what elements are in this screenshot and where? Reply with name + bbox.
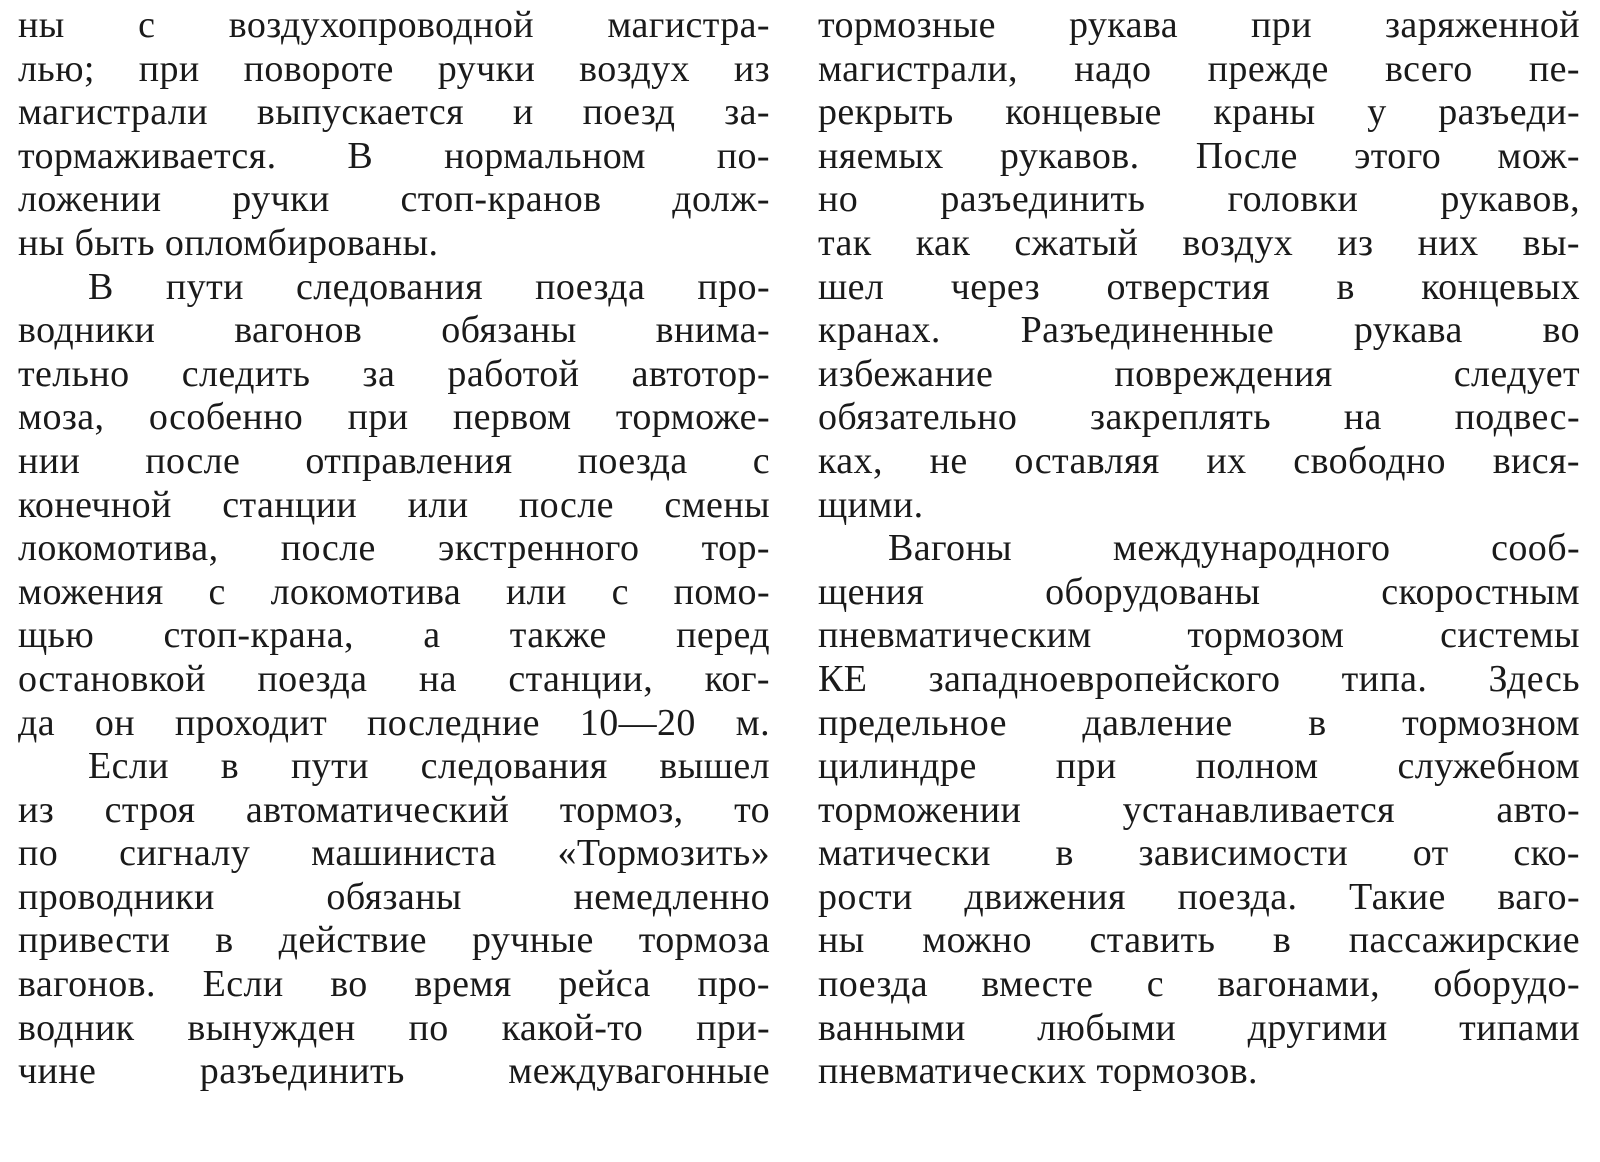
text-line: Вагоны международного сооб- (888, 527, 1580, 570)
text-line: щения оборудованы скоростным (818, 570, 1580, 613)
text-line: пневматических тормозов. (818, 1050, 1258, 1093)
text-line: конечной станции или после смены (18, 483, 770, 526)
text-line: цилиндре при полном служебном (818, 745, 1580, 788)
text-line: магистрали, надо прежде всего пе- (818, 47, 1580, 90)
text-line: нии после отправления поезда с (18, 439, 770, 482)
text-line: обязательно закреплять на подвес- (818, 396, 1580, 439)
text-line: матически в зависимости от ско- (818, 832, 1580, 875)
text-line: так как сжатый воздух из них вы- (818, 221, 1580, 264)
text-line: ны с воздухопроводной магистра- (18, 4, 770, 46)
text-line: торможении устанавливается авто- (818, 788, 1580, 831)
text-line: рекрыть концевые краны у разъеди- (818, 91, 1580, 134)
text-line: локомотива, после экстренного тор- (18, 527, 770, 570)
text-line: тормозные рукава при заряженной (818, 4, 1580, 46)
text-line: лью; при повороте ручки воздух из (18, 47, 770, 90)
text-line: чине разъединить междувагонные (18, 1050, 770, 1093)
text-line: избежание повреждения следует (818, 352, 1580, 395)
text-line: няемых рукавов. После этого мож- (818, 134, 1580, 177)
text-line: моза, особенно при первом торможе- (18, 396, 770, 439)
text-line: предельное давление в тормозном (818, 701, 1580, 744)
text-line: водники вагонов обязаны внима- (18, 309, 770, 352)
text-line: ны быть опломбированы. (18, 221, 439, 264)
text-line: да он проходит последние 10—20 м. (18, 701, 770, 744)
text-line: из строя автоматический тормоз, то (18, 788, 770, 831)
text-line: тормаживается. В нормальном по- (18, 134, 770, 177)
text-line: шел через отверстия в концевых (818, 265, 1580, 308)
text-line: привести в действие ручные тормоза (18, 919, 770, 962)
text-line: Если в пути следования вышел (88, 745, 770, 788)
text-column-left (18, 4, 770, 1094)
text-line: можения с локомотива или с помо- (18, 570, 770, 613)
text-line: КЕ западноевропейского типа. Здесь (818, 657, 1580, 700)
text-line: вагонов. Если во время рейса про- (18, 963, 770, 1006)
text-line: поезда вместе с вагонами, оборудо- (818, 963, 1580, 1006)
text-line: по сигналу машиниста «Тормозить» (18, 832, 770, 875)
text-line: рости движения поезда. Такие ваго- (818, 875, 1580, 918)
text-line: магистрали выпускается и поезд за- (18, 91, 770, 134)
text-line: ны можно ставить в пассажирские (818, 919, 1580, 962)
text-line: ванными любыми другими типами (818, 1006, 1580, 1049)
text-line: ложении ручки стоп-кранов долж- (18, 178, 770, 221)
text-line: В пути следования поезда про- (88, 265, 770, 308)
text-line: щью стоп-крана, а также перед (18, 614, 770, 657)
text-line: ках, не оставляя их свободно вися- (818, 439, 1580, 482)
text-line: щими. (818, 483, 924, 526)
text-line: проводники обязаны немедленно (18, 875, 770, 918)
text-column-right (818, 4, 1580, 1094)
text-line: но разъединить головки рукавов, (818, 178, 1580, 221)
text-line: кранах. Разъединенные рукава во (818, 309, 1580, 352)
text-line: тельно следить за работой автотор- (18, 352, 770, 395)
text-line: остановкой поезда на станции, ког- (18, 657, 770, 700)
text-line: пневматическим тормозом системы (818, 614, 1580, 657)
text-line: водник вынужден по какой-то при- (18, 1006, 770, 1049)
